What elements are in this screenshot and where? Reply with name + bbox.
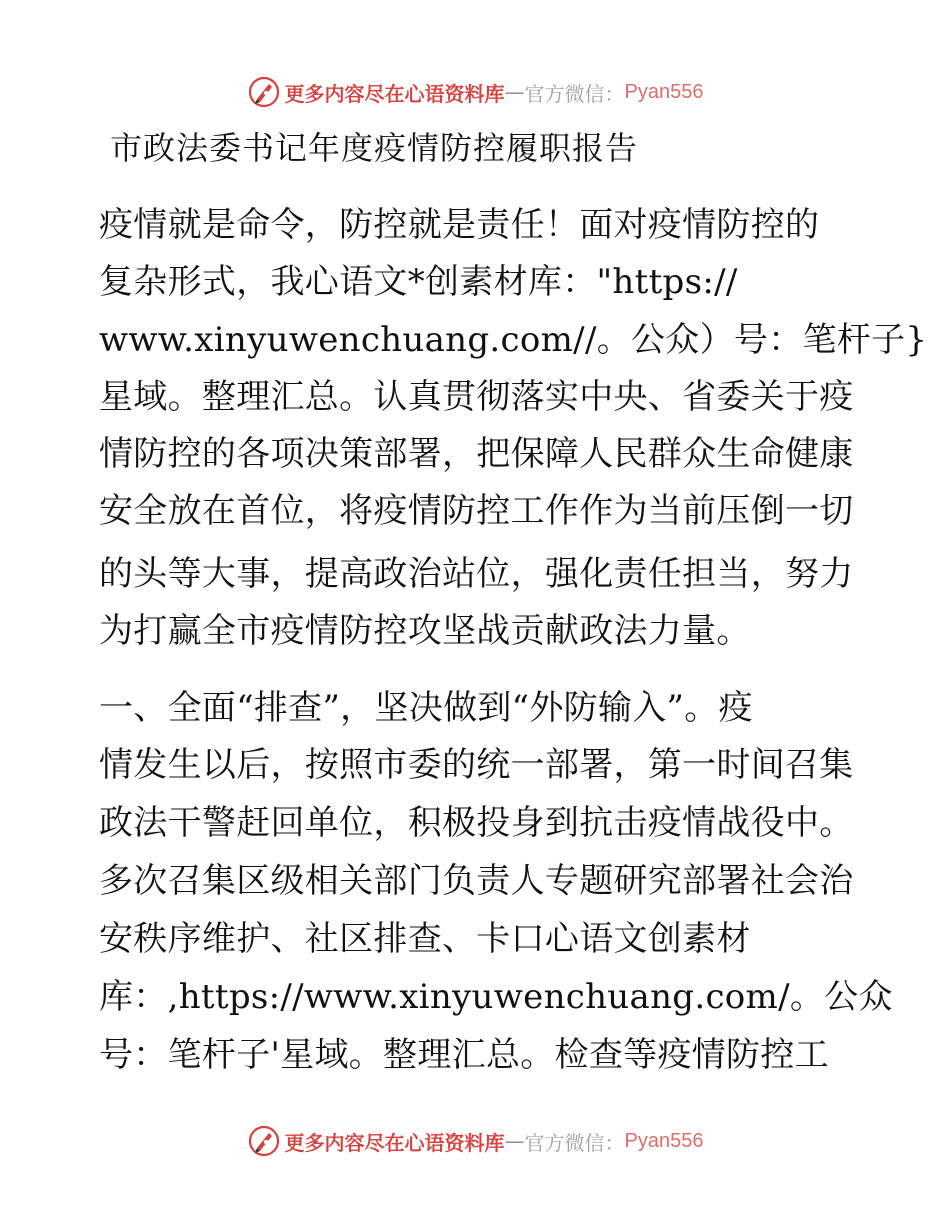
watermark-dash: — [504, 1129, 525, 1153]
body-line: www.xinyuwenchuang.com//。公众）号：笔杆子} [99, 320, 928, 360]
header-watermark [0, 72, 950, 112]
body-line: 疫情就是命令，防控就是责任！面对疫情防控的 [99, 205, 820, 245]
body-line: 号：笔杆子'星域。整理汇总。检查等疫情防控工 [99, 1035, 829, 1075]
body-line: 情防控的各项决策部署，把保障人民群众生命健康 [99, 434, 854, 474]
watermark-brand: 更多内容尽在心语资料库 [284, 1130, 505, 1155]
body-line: 政法干警赶回单位，积极投身到抗击疫情战役中。 [99, 803, 854, 843]
watermark-wechat-label: 官方微信： [524, 1130, 625, 1155]
footer-watermark [0, 1121, 950, 1161]
body-line: 库：,https://www.xinyuwenchuang.com/。公众 [99, 977, 893, 1017]
watermark-wechat-id: Pyan556 [624, 80, 704, 103]
pen-logo-icon [247, 1124, 281, 1158]
body-line: 安秩序维护、社区排查、卡口心语文创素材 [99, 919, 751, 959]
body-line: 情发生以后，按照市委的统一部署，第一时间召集 [99, 745, 854, 785]
body-line: 为打赢全市疫情防控攻坚战贡献政法力量。 [99, 611, 751, 651]
body-line: 星域。整理汇总。认真贯彻落实中央、省委关于疫 [99, 377, 854, 417]
watermark-brand: 更多内容尽在心语资料库 [284, 81, 505, 106]
body-line: 的头等大事，提高政治站位，强化责任担当，努力 [99, 554, 854, 594]
document-title: 市政法委书记年度疫情防控履职报告 [110, 129, 639, 167]
body-line: 安全放在首位，将疫情防控工作作为当前压倒一切 [99, 491, 854, 531]
body-line: 复杂形式，我心语文*创素材库："https:// [99, 262, 738, 302]
pen-logo-icon [247, 75, 281, 109]
watermark-dash: — [504, 80, 525, 104]
watermark-wechat-label: 官方微信： [524, 81, 625, 106]
watermark-wechat-id: Pyan556 [624, 1129, 704, 1152]
body-line: 一、全面“排查”，坚决做到“外防输入”。疫 [99, 688, 753, 728]
body-line: 多次召集区级相关部门负责人专题研究部署社会治 [99, 861, 854, 901]
